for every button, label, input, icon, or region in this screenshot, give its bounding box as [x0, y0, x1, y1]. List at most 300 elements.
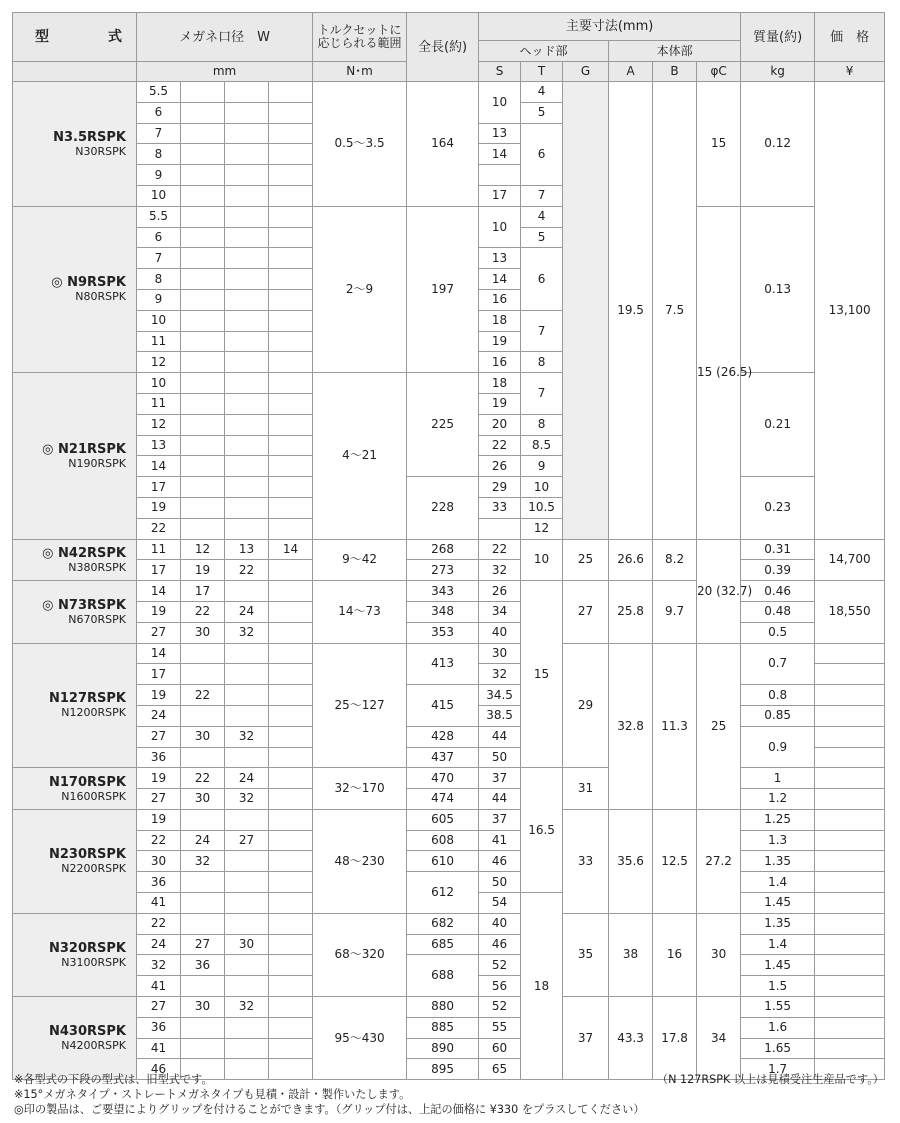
torque-range-cell: 0.5～3.5 [313, 82, 407, 207]
grip-option-mark: ◎ [42, 441, 54, 457]
weight-cell: 0.13 [741, 206, 815, 372]
torque-range-cell: 48～230 [313, 809, 407, 913]
header-dim-b: B [653, 62, 697, 82]
opening-w-cell [181, 435, 225, 456]
price-cell [815, 997, 885, 1018]
weight-cell: 1.2 [741, 789, 815, 810]
header-dim-s: S [479, 62, 521, 82]
spec-table-body [13, 13, 885, 1080]
opening-w-cell: 27 [181, 934, 225, 955]
head-s-cell: 14 [479, 144, 521, 165]
length-cell: 225 [407, 373, 479, 477]
head-s-cell: 54 [479, 893, 521, 914]
head-s-cell: 29 [479, 477, 521, 498]
opening-w-cell [225, 269, 269, 290]
opening-w-cell: 12 [137, 352, 181, 373]
opening-w-cell [225, 955, 269, 976]
opening-w-cell [269, 456, 313, 477]
header-head-part: ヘッド部 [479, 41, 609, 62]
opening-w-cell: 9 [137, 289, 181, 310]
length-cell: 164 [407, 82, 479, 207]
unit-weight: kg [741, 62, 815, 82]
weight-cell: 0.31 [741, 539, 815, 560]
table-row [13, 601, 885, 622]
price-cell [815, 955, 885, 976]
footnote-line-1 [14, 1072, 884, 1087]
table-row [13, 643, 885, 664]
opening-w-cell [181, 331, 225, 352]
opening-w-cell: 32 [225, 997, 269, 1018]
opening-w-cell: 13 [137, 435, 181, 456]
opening-w-cell [269, 269, 313, 290]
head-t-cell: 9 [521, 456, 563, 477]
head-s-cell [479, 165, 521, 186]
table-row [13, 872, 885, 893]
opening-w-cell [181, 414, 225, 435]
torque-range-cell: 95～430 [313, 997, 407, 1080]
weight-cell: 1.45 [741, 893, 815, 914]
opening-w-cell [269, 373, 313, 394]
price-cell [815, 747, 885, 768]
weight-cell: 1.45 [741, 955, 815, 976]
model-name: N42RSPK [58, 545, 126, 561]
header-opening: メガネ口径 W [137, 13, 313, 62]
opening-w-cell [269, 934, 313, 955]
length-cell: 348 [407, 601, 479, 622]
header-weight: 質量(約) [741, 13, 815, 62]
weight-cell: 1 [741, 768, 815, 789]
opening-w-cell [181, 185, 225, 206]
opening-w-cell: 27 [137, 622, 181, 643]
opening-w-cell [181, 82, 225, 103]
length-cell: 608 [407, 830, 479, 851]
opening-w-cell [269, 227, 313, 248]
opening-w-cell [181, 102, 225, 123]
opening-w-cell: 12 [181, 539, 225, 560]
opening-w-cell: 11 [137, 539, 181, 560]
opening-w-cell [225, 248, 269, 269]
opening-w-cell [225, 809, 269, 830]
model-name: N127RSPK [49, 691, 126, 707]
body-a-cell: 25.8 [609, 581, 653, 643]
opening-w-cell: 22 [181, 601, 225, 622]
opening-w-cell [225, 331, 269, 352]
opening-w-cell [181, 872, 225, 893]
spec-table [12, 12, 885, 1080]
opening-w-cell [269, 726, 313, 747]
opening-w-cell [181, 352, 225, 373]
opening-w-cell: 9 [137, 165, 181, 186]
weight-cell: 1.4 [741, 934, 815, 955]
opening-w-cell [269, 289, 313, 310]
opening-w-cell: 6 [137, 227, 181, 248]
opening-w-cell [181, 248, 225, 269]
opening-w-cell: 32 [181, 851, 225, 872]
body-c-cell: 15 [697, 82, 741, 207]
model-cell [13, 206, 137, 372]
weight-cell: 0.46 [741, 581, 815, 602]
opening-w-cell: 14 [269, 539, 313, 560]
opening-w-cell [269, 747, 313, 768]
opening-w-cell [269, 560, 313, 581]
torque-range-cell: 9～42 [313, 539, 407, 581]
head-t-cell: 10 [521, 539, 563, 581]
body-b-cell: 16 [653, 913, 697, 996]
opening-w-cell [225, 289, 269, 310]
length-cell: 413 [407, 643, 479, 685]
opening-w-cell [181, 373, 225, 394]
model-cell [13, 913, 137, 996]
opening-w-cell [269, 144, 313, 165]
body-a-cell: 26.6 [609, 539, 653, 581]
head-s-cell: 18 [479, 373, 521, 394]
old-model-name: N3100RSPK [61, 955, 126, 969]
head-g-cell: 37 [563, 997, 609, 1080]
head-g-cell: 31 [563, 768, 609, 810]
opening-w-cell [269, 976, 313, 997]
opening-w-cell [181, 747, 225, 768]
body-a-cell: 38 [609, 913, 653, 996]
opening-w-cell [269, 913, 313, 934]
opening-w-cell: 22 [225, 560, 269, 581]
opening-w-cell: 7 [137, 248, 181, 269]
opening-w-cell: 13 [225, 539, 269, 560]
body-c-cell: 30 [697, 913, 741, 996]
opening-w-cell [181, 144, 225, 165]
opening-w-cell [269, 601, 313, 622]
price-cell [815, 976, 885, 997]
header-dim-a: A [609, 62, 653, 82]
head-t-cell: 8 [521, 414, 563, 435]
old-model-name: N190RSPK [68, 456, 126, 470]
opening-w-cell [269, 185, 313, 206]
length-cell: 228 [407, 477, 479, 539]
opening-w-cell [269, 518, 313, 539]
opening-w-cell [225, 144, 269, 165]
opening-w-cell [269, 497, 313, 518]
opening-w-cell: 41 [137, 1038, 181, 1059]
body-c-cell: 20 (32.7) [697, 539, 741, 643]
head-g-cell: 29 [563, 643, 609, 768]
head-s-cell: 52 [479, 955, 521, 976]
price-cell [815, 809, 885, 830]
old-model-name: N30RSPK [75, 144, 126, 158]
old-model-name: N1600RSPK [61, 789, 126, 803]
model-cell [13, 809, 137, 913]
opening-w-cell [269, 768, 313, 789]
opening-w-cell: 22 [137, 913, 181, 934]
opening-w-cell: 10 [137, 373, 181, 394]
weight-cell: 0.5 [741, 622, 815, 643]
opening-w-cell: 14 [137, 581, 181, 602]
head-s-cell: 18 [479, 310, 521, 331]
header-length: 全長(約) [407, 13, 479, 82]
opening-w-cell [225, 851, 269, 872]
opening-w-cell [269, 123, 313, 144]
weight-cell: 0.39 [741, 560, 815, 581]
length-cell: 612 [407, 872, 479, 914]
length-cell: 268 [407, 539, 479, 560]
head-s-cell [479, 518, 521, 539]
footnote-build-to-order: （N 127RSPK 以上は見積受注生産品です。） [656, 1073, 884, 1086]
table-row [13, 851, 885, 872]
opening-w-cell: 17 [137, 560, 181, 581]
table-row [13, 1038, 885, 1059]
old-model-name: N4200RSPK [61, 1039, 126, 1053]
opening-w-cell [269, 1017, 313, 1038]
length-cell: 895 [407, 1059, 479, 1080]
opening-w-cell: 30 [181, 622, 225, 643]
model-name: N430RSPK [49, 1024, 126, 1040]
opening-w-cell [181, 643, 225, 664]
opening-w-cell: 27 [137, 997, 181, 1018]
body-b-cell: 17.8 [653, 997, 697, 1080]
length-cell: 605 [407, 809, 479, 830]
opening-w-cell [269, 893, 313, 914]
head-s-cell: 60 [479, 1038, 521, 1059]
opening-w-cell [181, 227, 225, 248]
head-s-cell: 46 [479, 851, 521, 872]
table-row [13, 477, 885, 498]
header-dim-t: T [521, 62, 563, 82]
length-cell: 880 [407, 997, 479, 1018]
head-t-cell: 15 [521, 581, 563, 768]
opening-w-cell: 41 [137, 976, 181, 997]
head-s-cell: 26 [479, 581, 521, 602]
head-s-cell: 34 [479, 601, 521, 622]
length-cell: 688 [407, 955, 479, 997]
weight-cell: 0.9 [741, 726, 815, 768]
opening-w-cell [269, 581, 313, 602]
length-cell: 610 [407, 851, 479, 872]
body-b-cell: 12.5 [653, 809, 697, 913]
model-cell [13, 373, 137, 539]
opening-w-cell: 19 [181, 560, 225, 581]
opening-w-cell [269, 435, 313, 456]
head-t-cell: 8 [521, 352, 563, 373]
weight-cell: 0.85 [741, 705, 815, 726]
opening-w-cell [225, 1017, 269, 1038]
opening-w-cell [225, 82, 269, 103]
opening-w-cell [269, 1038, 313, 1059]
opening-w-cell [269, 643, 313, 664]
opening-w-cell: 32 [225, 726, 269, 747]
length-cell: 197 [407, 206, 479, 372]
weight-cell: 1.35 [741, 851, 815, 872]
opening-w-cell: 5.5 [137, 206, 181, 227]
head-s-cell: 13 [479, 248, 521, 269]
head-s-cell: 22 [479, 435, 521, 456]
model-cell [13, 82, 137, 207]
opening-w-cell: 27 [225, 830, 269, 851]
opening-w-cell [181, 809, 225, 830]
head-s-cell: 41 [479, 830, 521, 851]
opening-w-cell [269, 685, 313, 706]
grip-option-mark: ◎ [51, 275, 63, 291]
weight-cell: 0.48 [741, 601, 815, 622]
opening-w-cell: 24 [225, 601, 269, 622]
opening-w-cell: 22 [181, 685, 225, 706]
opening-w-cell [225, 393, 269, 414]
head-s-cell: 34.5 [479, 685, 521, 706]
opening-w-cell [269, 102, 313, 123]
opening-w-cell: 10 [137, 185, 181, 206]
opening-w-cell [269, 393, 313, 414]
opening-w-cell [269, 331, 313, 352]
grip-option-mark: ◎ [42, 597, 54, 613]
opening-w-cell [181, 664, 225, 685]
opening-w-cell: 30 [181, 789, 225, 810]
weight-cell: 0.23 [741, 477, 815, 539]
head-s-cell: 10 [479, 82, 521, 124]
opening-w-cell [181, 913, 225, 934]
opening-w-cell [269, 789, 313, 810]
torque-range-cell: 2～9 [313, 206, 407, 372]
weight-cell: 1.7 [741, 1059, 815, 1080]
opening-w-cell [269, 165, 313, 186]
opening-w-cell [269, 82, 313, 103]
head-t-cell: 10.5 [521, 497, 563, 518]
body-a-cell: 43.3 [609, 997, 653, 1080]
head-s-cell: 13 [479, 123, 521, 144]
opening-w-cell: 24 [181, 830, 225, 851]
head-t-cell: 16.5 [521, 768, 563, 893]
model-name: N73RSPK [58, 597, 126, 613]
opening-w-cell [225, 414, 269, 435]
opening-w-cell [181, 289, 225, 310]
opening-w-cell: 22 [181, 768, 225, 789]
head-g-cell: 27 [563, 581, 609, 643]
header-main-dimensions: 主要寸法(mm) [479, 13, 741, 41]
model-cell [13, 643, 137, 768]
price-cell [815, 1017, 885, 1038]
head-s-cell: 14 [479, 269, 521, 290]
model-name: N9RSPK [67, 275, 126, 291]
length-cell: 415 [407, 685, 479, 727]
table-row [13, 830, 885, 851]
head-t-cell: 6 [521, 123, 563, 185]
opening-w-cell [225, 747, 269, 768]
price-cell [815, 934, 885, 955]
opening-w-cell: 32 [137, 955, 181, 976]
price-cell: 14,700 [815, 539, 885, 581]
opening-w-cell [225, 872, 269, 893]
opening-w-cell [181, 705, 225, 726]
opening-w-cell [269, 477, 313, 498]
head-s-cell: 17 [479, 185, 521, 206]
model-cell [13, 997, 137, 1080]
unit-opening: mm [137, 62, 313, 82]
table-row [13, 1017, 885, 1038]
opening-w-cell: 46 [137, 1059, 181, 1080]
opening-w-cell [181, 518, 225, 539]
opening-w-cell [181, 123, 225, 144]
opening-w-cell [181, 206, 225, 227]
torque-range-cell: 4～21 [313, 373, 407, 539]
head-s-cell: 38.5 [479, 705, 521, 726]
opening-w-cell: 32 [225, 789, 269, 810]
opening-w-cell [225, 456, 269, 477]
length-cell: 685 [407, 934, 479, 955]
opening-w-cell [225, 435, 269, 456]
length-cell: 890 [407, 1038, 479, 1059]
head-s-cell: 33 [479, 497, 521, 518]
opening-w-cell [269, 248, 313, 269]
price-cell [815, 913, 885, 934]
head-s-cell: 37 [479, 809, 521, 830]
head-s-cell: 20 [479, 414, 521, 435]
weight-cell: 0.21 [741, 373, 815, 477]
header-model-unit [13, 62, 137, 82]
price-cell [815, 768, 885, 789]
head-s-cell: 50 [479, 872, 521, 893]
opening-w-cell: 19 [137, 809, 181, 830]
footnotes [14, 1072, 884, 1117]
opening-w-cell [269, 414, 313, 435]
table-row [13, 82, 885, 103]
head-t-cell: 7 [521, 185, 563, 206]
head-g-cell: 33 [563, 809, 609, 913]
opening-w-cell: 14 [137, 456, 181, 477]
table-row [13, 373, 885, 394]
price-cell [815, 685, 885, 706]
body-a-cell: 32.8 [609, 643, 653, 809]
head-t-cell: 5 [521, 102, 563, 123]
opening-w-cell [225, 123, 269, 144]
price-cell [815, 830, 885, 851]
header-torque-range [313, 13, 407, 62]
body-b-cell: 8.2 [653, 539, 697, 581]
head-s-cell: 30 [479, 643, 521, 664]
header-model-b: 式 [108, 28, 122, 45]
opening-w-cell: 19 [137, 601, 181, 622]
unit-price: ¥ [815, 62, 885, 82]
body-c-cell: 25 [697, 643, 741, 809]
opening-w-cell [225, 518, 269, 539]
body-c-cell: 15 (26.5) [697, 206, 741, 539]
table-row [13, 685, 885, 706]
opening-w-cell [181, 1017, 225, 1038]
head-s-cell: 55 [479, 1017, 521, 1038]
opening-w-cell [181, 497, 225, 518]
opening-w-cell [225, 477, 269, 498]
head-t-cell: 10 [521, 477, 563, 498]
body-b-cell: 11.3 [653, 643, 697, 809]
head-s-cell: 40 [479, 913, 521, 934]
opening-w-cell [269, 830, 313, 851]
opening-w-cell: 22 [137, 518, 181, 539]
table-row [13, 913, 885, 934]
body-c-cell: 34 [697, 997, 741, 1080]
opening-w-cell: 19 [137, 497, 181, 518]
length-cell: 428 [407, 726, 479, 747]
price-cell [815, 705, 885, 726]
opening-w-cell [225, 705, 269, 726]
table-row [13, 622, 885, 643]
opening-w-cell: 30 [181, 997, 225, 1018]
opening-w-cell [225, 206, 269, 227]
opening-w-cell [225, 185, 269, 206]
table-row [13, 768, 885, 789]
table-row [13, 789, 885, 810]
opening-w-cell: 30 [225, 934, 269, 955]
head-s-cell: 52 [479, 997, 521, 1018]
opening-w-cell [269, 664, 313, 685]
opening-w-cell: 11 [137, 393, 181, 414]
weight-cell: 0.8 [741, 685, 815, 706]
table-row [13, 997, 885, 1018]
price-cell [815, 643, 885, 664]
